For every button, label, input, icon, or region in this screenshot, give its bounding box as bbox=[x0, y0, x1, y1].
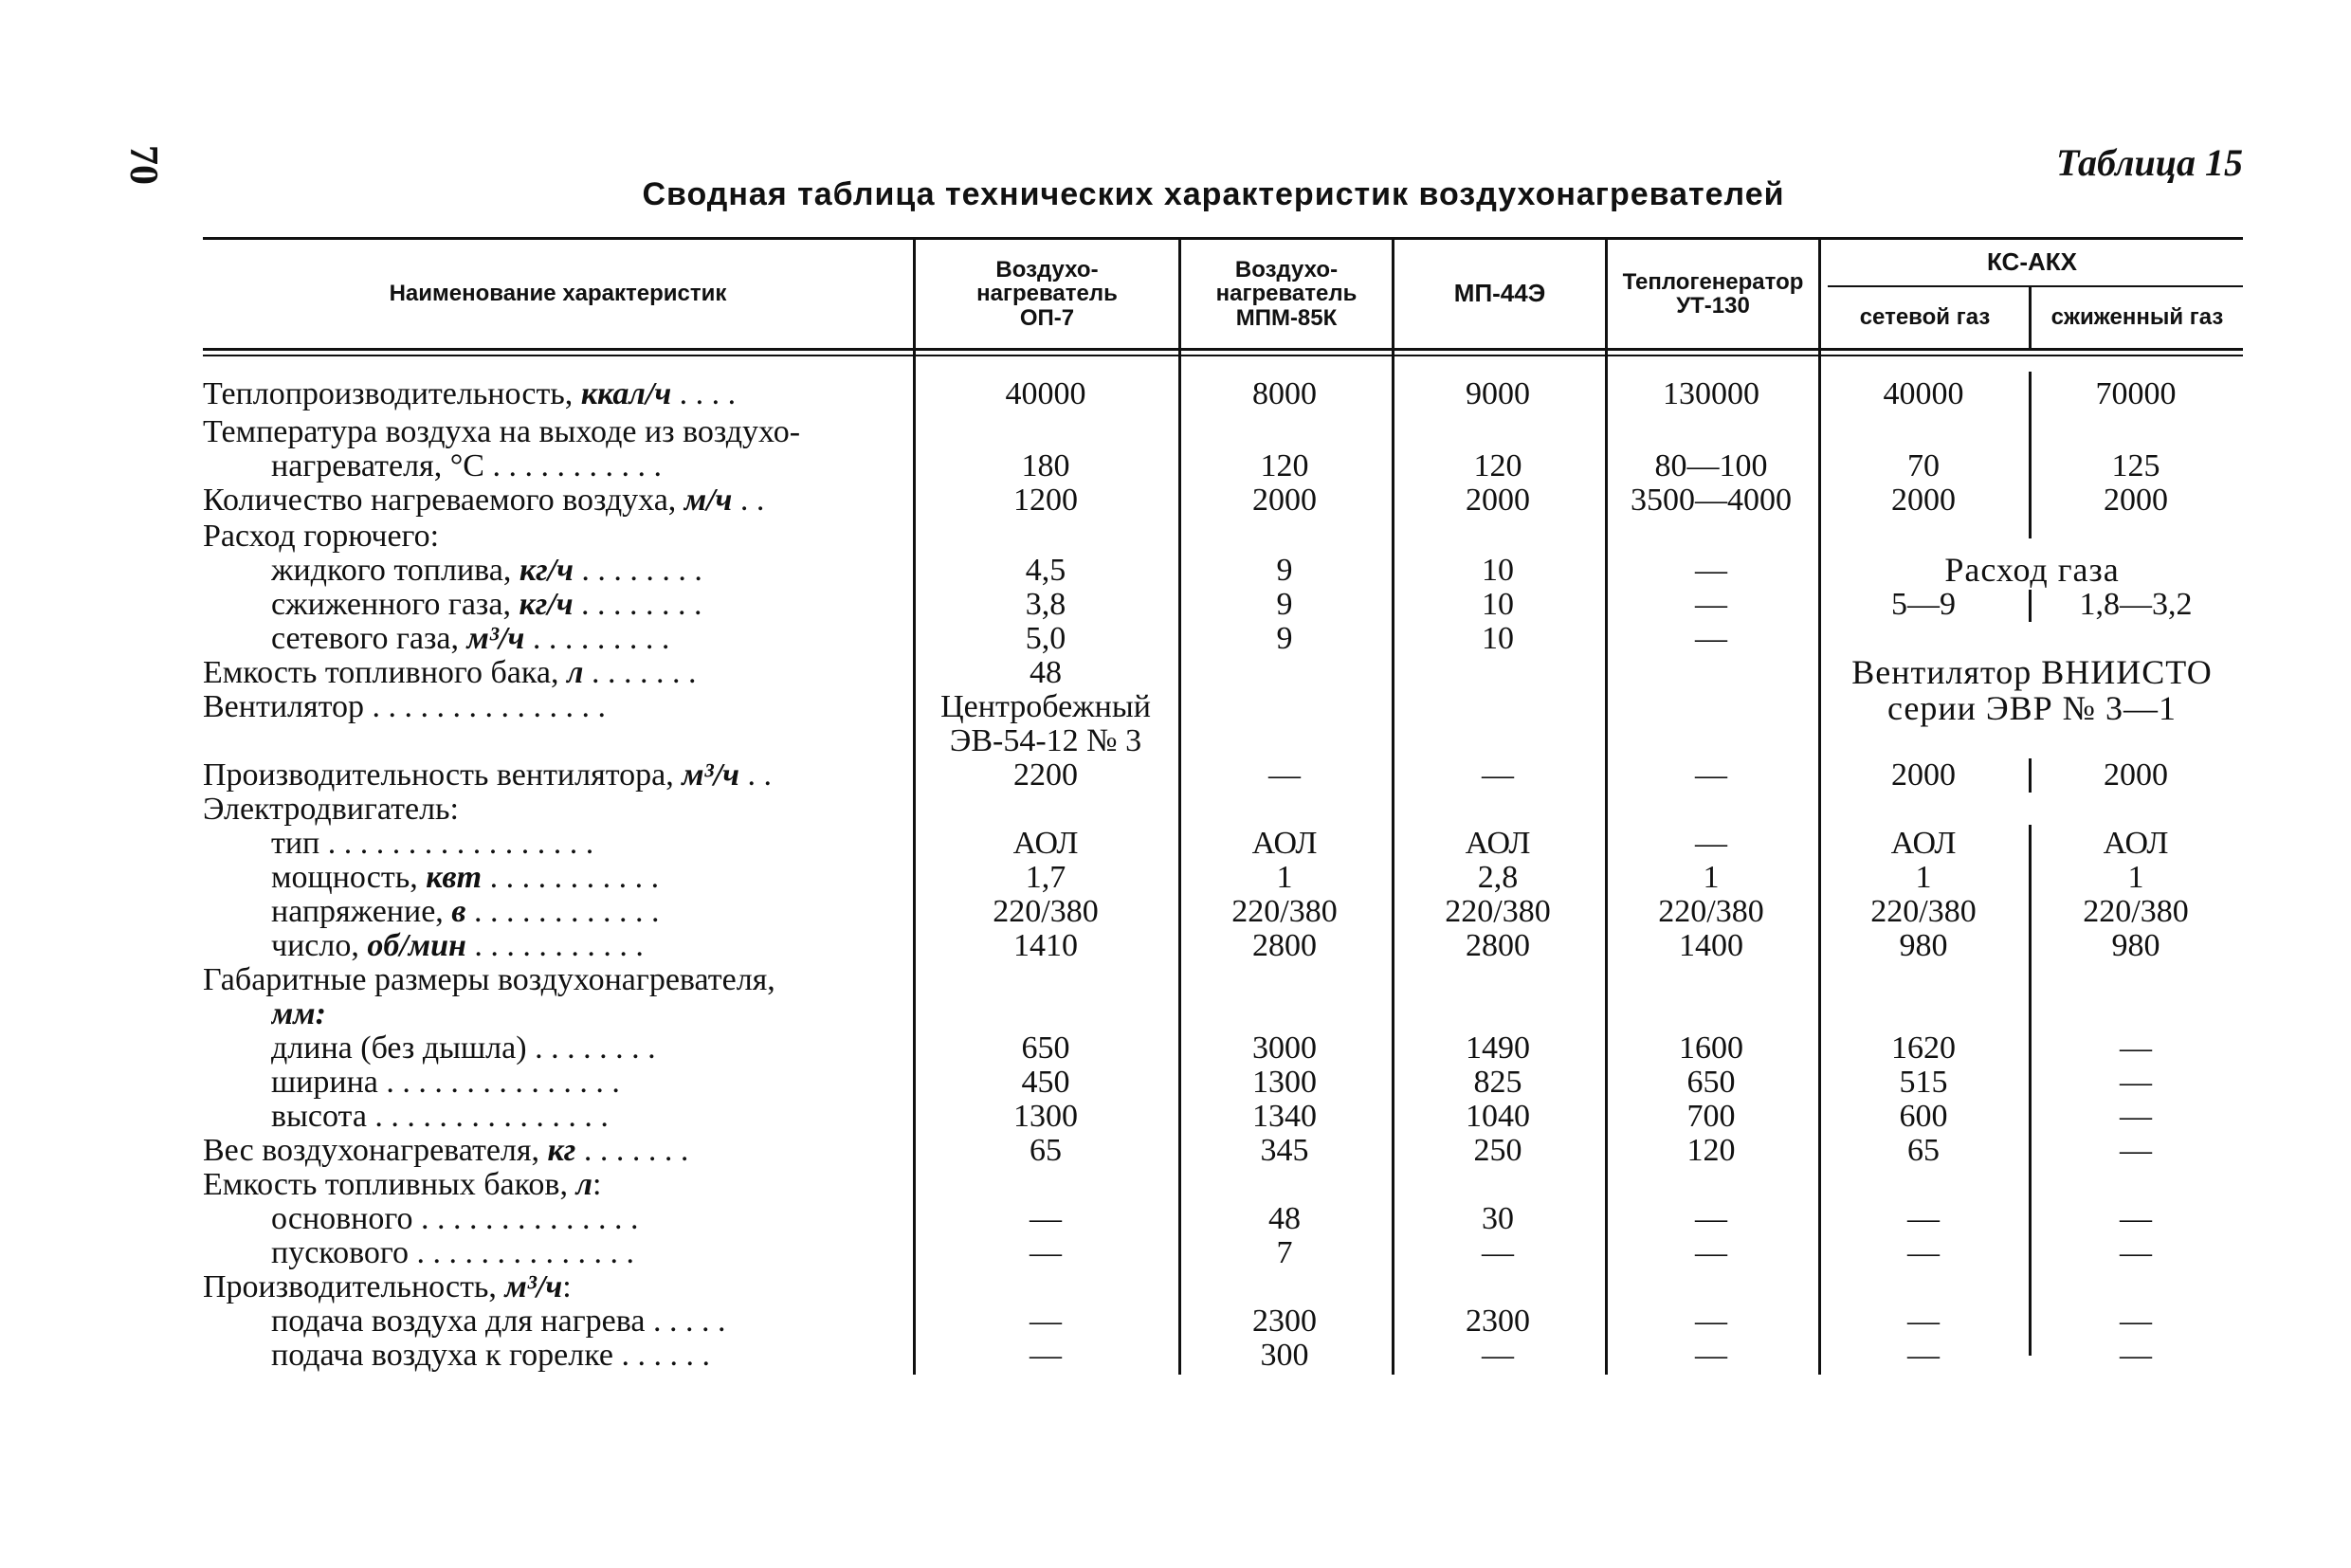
leader-dots: . . . . bbox=[671, 377, 737, 411]
header-op7 bbox=[916, 240, 1178, 348]
table-cell: 1410 bbox=[1013, 928, 1078, 963]
table-cell: 700 bbox=[1686, 1099, 1736, 1134]
label-unit: м³/ч bbox=[504, 1270, 563, 1304]
table-cell: 70000 bbox=[2095, 376, 2177, 411]
gas-consumption-span: Расход газа bbox=[1944, 551, 2120, 589]
leader-dots: . . . . . . . . . . . . . . bbox=[412, 1202, 639, 1236]
label-text: Емкость топливных баков, bbox=[203, 1168, 576, 1202]
label-text: сжиженного газа, bbox=[271, 588, 519, 622]
row-label bbox=[203, 483, 910, 518]
header-line: Воздухо- bbox=[1234, 257, 1339, 283]
table-cell: — bbox=[1482, 1235, 1514, 1270]
table-cell: — bbox=[1030, 1338, 1062, 1373]
table-cell: 3000 bbox=[1252, 1030, 1317, 1066]
table-cell: АОЛ bbox=[2103, 826, 2169, 861]
header-double-rule bbox=[203, 355, 2243, 356]
leader-dots: . . bbox=[739, 758, 773, 793]
table-cell: 130000 bbox=[1663, 376, 1759, 411]
table-cell: 9 bbox=[1276, 553, 1293, 588]
label-text: пускового bbox=[271, 1236, 409, 1270]
label-unit: л bbox=[575, 1168, 592, 1202]
row-label bbox=[271, 1100, 910, 1134]
leader-dots: . . bbox=[732, 483, 765, 518]
label-text: длина (без дышла) bbox=[271, 1031, 527, 1066]
table-cell: АОЛ bbox=[1012, 826, 1079, 861]
fan-span-line2: серии ЭВР № 3—1 bbox=[1886, 689, 2178, 727]
table-cell: 825 bbox=[1473, 1065, 1522, 1100]
table-cell: 30 bbox=[1482, 1201, 1514, 1236]
table-cell: 125 bbox=[2111, 448, 2160, 483]
header-network-gas: сетевой газ bbox=[1859, 304, 1991, 331]
table-cell: — bbox=[1695, 553, 1727, 588]
column-divider bbox=[913, 237, 916, 1375]
table-cell: 180 bbox=[1021, 448, 1070, 483]
header-bottom-rule bbox=[203, 348, 2243, 351]
row-label bbox=[203, 1270, 910, 1304]
label-text: высота bbox=[271, 1100, 367, 1134]
header-liquefied-gas: сжиженный газ bbox=[2050, 304, 2224, 331]
table-cell: — bbox=[2120, 1099, 2152, 1134]
row-label bbox=[271, 929, 910, 963]
table-cell: 650 bbox=[1686, 1065, 1736, 1100]
table-cell: — bbox=[2120, 1065, 2152, 1100]
table-cell: 9 bbox=[1276, 621, 1293, 656]
group-divider bbox=[2029, 502, 2032, 538]
table-cell: 40000 bbox=[1883, 376, 1964, 411]
header-label-column: Наименование характеристик bbox=[389, 281, 727, 307]
header-mpm85k bbox=[1181, 240, 1392, 348]
leader-dots: : bbox=[562, 1270, 572, 1304]
fan-span-line1: Вентилятор ВНИИСТО bbox=[1851, 653, 2213, 691]
label-text: напряжение, bbox=[271, 895, 452, 929]
leader-dots: : bbox=[592, 1168, 602, 1202]
label-text: Вентилятор bbox=[203, 690, 365, 724]
label-unit: кг/ч bbox=[519, 554, 574, 588]
table-cell: — bbox=[1695, 757, 1727, 793]
header-line: Воздухо- bbox=[995, 257, 1099, 283]
row-label bbox=[203, 963, 910, 997]
table-cell: 1 bbox=[2127, 860, 2144, 895]
row-label bbox=[271, 1202, 910, 1236]
row-label bbox=[203, 656, 910, 690]
table-cell: — bbox=[1695, 1338, 1727, 1373]
row-label bbox=[271, 588, 910, 622]
row-label bbox=[203, 758, 910, 793]
table-cell: 9000 bbox=[1466, 376, 1530, 411]
table-cell: 650 bbox=[1021, 1030, 1070, 1066]
table-cell: 2000 bbox=[2104, 757, 2168, 793]
table-cell: 65 bbox=[1907, 1133, 1940, 1168]
label-unit: квт bbox=[426, 861, 483, 895]
group-divider bbox=[2029, 758, 2032, 793]
leader-dots: . . . . . . . bbox=[583, 656, 697, 690]
table-cell: 2000 bbox=[2104, 483, 2168, 518]
table-cell: 450 bbox=[1021, 1065, 1070, 1100]
table-cell: АОЛ bbox=[1890, 826, 1957, 861]
table-cell: 220/380 bbox=[1870, 894, 1977, 929]
table-cell: 9 bbox=[1276, 587, 1293, 622]
row-label bbox=[203, 520, 910, 554]
table-cell: 10 bbox=[1482, 621, 1514, 656]
leader-dots: . . . . . . . . . . . . . . . bbox=[377, 1066, 620, 1100]
table-cell: — bbox=[1695, 826, 1727, 861]
table-cell: 600 bbox=[1899, 1099, 1948, 1134]
table-cell: 1 bbox=[1276, 860, 1293, 895]
leader-dots: . . . . . . . . bbox=[573, 588, 702, 622]
leader-dots: . . . . . bbox=[645, 1304, 726, 1339]
table-cell: — bbox=[2120, 1030, 2152, 1066]
table-cell: 1620 bbox=[1891, 1030, 1956, 1066]
label-text: Количество нагреваемого воздуха, bbox=[203, 483, 684, 518]
header-line: нагреватель bbox=[976, 281, 1118, 307]
header-ut130 bbox=[1608, 240, 1818, 348]
row-label bbox=[203, 793, 910, 827]
label-text: Расход горючего: bbox=[203, 520, 440, 554]
table-cell: 2800 bbox=[1466, 928, 1530, 963]
table-cell: — bbox=[2120, 1338, 2152, 1373]
row-label bbox=[271, 827, 910, 861]
table-cell: — bbox=[2120, 1133, 2152, 1168]
leader-dots: . . . . . . . . bbox=[573, 554, 702, 588]
group-divider bbox=[2029, 825, 2032, 1356]
table-cell: — bbox=[1268, 757, 1301, 793]
table-cell: — bbox=[2120, 1304, 2152, 1339]
table-cell: 980 bbox=[1899, 928, 1948, 963]
label-text: Вес воздухонагревателя, bbox=[203, 1134, 548, 1168]
label-unit: мм: bbox=[271, 997, 326, 1031]
leader-dots: . . . . . . . . . . . . . . . bbox=[366, 1100, 609, 1134]
header-line: Теплогенератор bbox=[1622, 268, 1804, 295]
label-text: тип bbox=[271, 827, 320, 861]
table-cell: — bbox=[2120, 1201, 2152, 1236]
label-text: Производительность, bbox=[203, 1270, 505, 1304]
label-unit: об/мин bbox=[367, 929, 466, 963]
label-text: жидкого топлива, bbox=[271, 554, 519, 588]
leader-dots: . . . . . . . . . bbox=[524, 622, 670, 656]
row-label bbox=[271, 997, 910, 1031]
row-label bbox=[203, 1134, 910, 1168]
table-cell: — bbox=[1030, 1235, 1062, 1270]
table-cell: — bbox=[1030, 1201, 1062, 1236]
leader-dots: . . . . . . . . bbox=[526, 1031, 656, 1066]
label-unit: ккал/ч bbox=[580, 377, 672, 411]
table-cell: 10 bbox=[1482, 587, 1514, 622]
label-text: ширина bbox=[271, 1066, 378, 1100]
table-cell: — bbox=[1695, 1304, 1727, 1339]
table-cell: 2200 bbox=[1013, 757, 1078, 793]
table-label: Таблица 15 bbox=[2056, 141, 2243, 184]
table-cell: 1200 bbox=[1013, 483, 1078, 518]
leader-dots: . . . . . . . bbox=[575, 1134, 689, 1168]
group-divider bbox=[2029, 590, 2032, 622]
row-label bbox=[271, 1339, 910, 1373]
leader-dots: . . . . . . . . . . . . . . . . . bbox=[319, 827, 594, 861]
table-cell: 300 bbox=[1260, 1338, 1309, 1373]
table-cell: 2300 bbox=[1252, 1304, 1317, 1339]
leader-dots: . . . . . . . . . . . . bbox=[465, 895, 660, 929]
table-cell: 48 bbox=[1268, 1201, 1301, 1236]
header-line: УТ-130 bbox=[1676, 293, 1750, 319]
table-cell: 1400 bbox=[1679, 928, 1743, 963]
row-label bbox=[271, 622, 910, 656]
label-text: число, bbox=[271, 929, 368, 963]
table-cell: 220/380 bbox=[993, 894, 1099, 929]
label-unit: м/ч bbox=[683, 483, 733, 518]
label-unit: кг/ч bbox=[519, 588, 574, 622]
table-cell: 120 bbox=[1686, 1133, 1736, 1168]
group-divider bbox=[2029, 372, 2032, 504]
table-cell: 220/380 bbox=[1445, 894, 1551, 929]
table-cell: — bbox=[1907, 1338, 1940, 1373]
table-cell: 1300 bbox=[1013, 1099, 1078, 1134]
table-cell: — bbox=[1482, 757, 1514, 793]
row-label bbox=[271, 449, 910, 483]
table-cell: — bbox=[1695, 1201, 1727, 1236]
table-cell: 2000 bbox=[1891, 483, 1956, 518]
row-label bbox=[271, 1304, 910, 1339]
label-text: Габаритные размеры воздухонагревателя, bbox=[203, 963, 775, 997]
label-text: Производительность вентилятора, bbox=[203, 758, 683, 793]
table-cell: 120 bbox=[1473, 448, 1522, 483]
table-cell: 120 bbox=[1260, 448, 1309, 483]
leader-dots: . . . . . . . . . . . bbox=[465, 929, 644, 963]
table-cell: — bbox=[1482, 1338, 1514, 1373]
row-label bbox=[203, 377, 910, 411]
table-cell: — bbox=[1695, 587, 1727, 622]
table-cell: — bbox=[2120, 1235, 2152, 1270]
label-text: Емкость топливного бака, bbox=[203, 656, 567, 690]
header-mp44e: МП-44Э bbox=[1453, 279, 1546, 308]
label-text: подача воздуха для нагрева bbox=[271, 1304, 646, 1339]
label-unit: м³/ч bbox=[466, 622, 525, 656]
table-cell: 345 bbox=[1260, 1133, 1309, 1168]
table-cell: 8000 bbox=[1252, 376, 1317, 411]
table-cell: 1,8—3,2 bbox=[2079, 587, 2193, 622]
table-cell: 7 bbox=[1276, 1235, 1293, 1270]
leader-dots: . . . . . . . . . . . . . . . bbox=[364, 690, 607, 724]
table-cell: 1,7 bbox=[1025, 860, 1066, 895]
table-cell: 220/380 bbox=[1231, 894, 1338, 929]
row-label bbox=[271, 861, 910, 895]
table-cell: 2300 bbox=[1466, 1304, 1530, 1339]
header-line: ОП-7 bbox=[1019, 304, 1075, 331]
leader-dots: . . . . . . . . . . . . . . bbox=[409, 1236, 634, 1270]
table-cell: 1490 bbox=[1466, 1030, 1530, 1066]
label-text: сетевого газа, bbox=[271, 622, 467, 656]
label-unit: кг bbox=[547, 1134, 576, 1168]
table-cell: 1 bbox=[1915, 860, 1932, 895]
table-cell: — bbox=[1695, 1235, 1727, 1270]
row-label bbox=[271, 1031, 910, 1066]
table-cell: 2000 bbox=[1252, 483, 1317, 518]
row-label bbox=[271, 1236, 910, 1270]
leader-dots: . . . . . . . . . . . bbox=[483, 449, 662, 483]
table-cell: 40000 bbox=[1005, 376, 1086, 411]
table-cell: — bbox=[1030, 1304, 1062, 1339]
label-text: основного bbox=[271, 1202, 413, 1236]
table-cell: 515 bbox=[1899, 1065, 1948, 1100]
table-cell: 220/380 bbox=[1658, 894, 1764, 929]
row-label bbox=[203, 690, 910, 724]
row-label bbox=[203, 1168, 910, 1202]
row-label bbox=[271, 895, 910, 929]
page-number: 70 bbox=[121, 145, 165, 185]
table-cell: АОЛ bbox=[1251, 826, 1318, 861]
table-cell: 2800 bbox=[1252, 928, 1317, 963]
table-cell: 250 bbox=[1473, 1133, 1522, 1168]
table-cell: 5,0 bbox=[1025, 621, 1066, 656]
label-text: подача воздуха к горелке bbox=[271, 1339, 613, 1373]
table-cell: АОЛ bbox=[1465, 826, 1531, 861]
leader-dots: . . . . . . bbox=[612, 1339, 710, 1373]
label-text: Теплопроизводительность, bbox=[203, 377, 581, 411]
table-cell: 48 bbox=[1030, 655, 1062, 690]
table-cell: — bbox=[1907, 1304, 1940, 1339]
table-title: Сводная таблица технических характеристик воздухонагревателей bbox=[642, 176, 1785, 212]
table-cell: 10 bbox=[1482, 553, 1514, 588]
table-cell: 1 bbox=[1703, 860, 1720, 895]
leader-dots: . . . . . . . . . . . bbox=[482, 861, 660, 895]
table-cell: 3,8 bbox=[1025, 587, 1066, 622]
row-label bbox=[271, 554, 910, 588]
table-cell: 1600 bbox=[1679, 1030, 1743, 1066]
header-group-ks-akh: КС-АКХ bbox=[1987, 247, 2077, 277]
table-cell: 3500—4000 bbox=[1631, 483, 1792, 518]
label-text: мощность, bbox=[271, 861, 427, 895]
table-cell: 65 bbox=[1030, 1133, 1062, 1168]
label-text: нагревателя, °С bbox=[271, 449, 484, 483]
table-cell: 220/380 bbox=[2083, 894, 2189, 929]
label-text: Электродвигатель: bbox=[203, 793, 459, 827]
table-cell: 4,5 bbox=[1025, 553, 1066, 588]
table-cell: 1340 bbox=[1252, 1099, 1317, 1134]
table-cell: — bbox=[1695, 621, 1727, 656]
table-cell: — bbox=[1907, 1235, 1940, 1270]
table-cell: 70 bbox=[1907, 448, 1940, 483]
table-cell: 2000 bbox=[1466, 483, 1530, 518]
table-cell: 80—100 bbox=[1654, 448, 1768, 483]
header-line: МПМ-85К bbox=[1235, 304, 1338, 331]
table-cell: 980 bbox=[2111, 928, 2160, 963]
table-cell: 5—9 bbox=[1891, 587, 1956, 622]
table-cell: — bbox=[1907, 1201, 1940, 1236]
table-cell: 2,8 bbox=[1477, 860, 1519, 895]
row-label bbox=[203, 415, 910, 449]
label-text: Температура воздуха на выходе из воздухо- bbox=[203, 415, 801, 449]
table-cell: 1040 bbox=[1466, 1099, 1530, 1134]
label-unit: м³/ч bbox=[682, 758, 740, 793]
label-unit: л bbox=[566, 656, 584, 690]
row-label bbox=[271, 1066, 910, 1100]
table-cell: 1300 bbox=[1252, 1065, 1317, 1100]
table-cell: ЭВ-54-12 № 3 bbox=[949, 723, 1142, 758]
header-line: нагреватель bbox=[1215, 281, 1358, 307]
table-cell: 2000 bbox=[1891, 757, 1956, 793]
label-unit: в bbox=[451, 895, 466, 929]
table-cell: Центробежный bbox=[940, 689, 1151, 724]
